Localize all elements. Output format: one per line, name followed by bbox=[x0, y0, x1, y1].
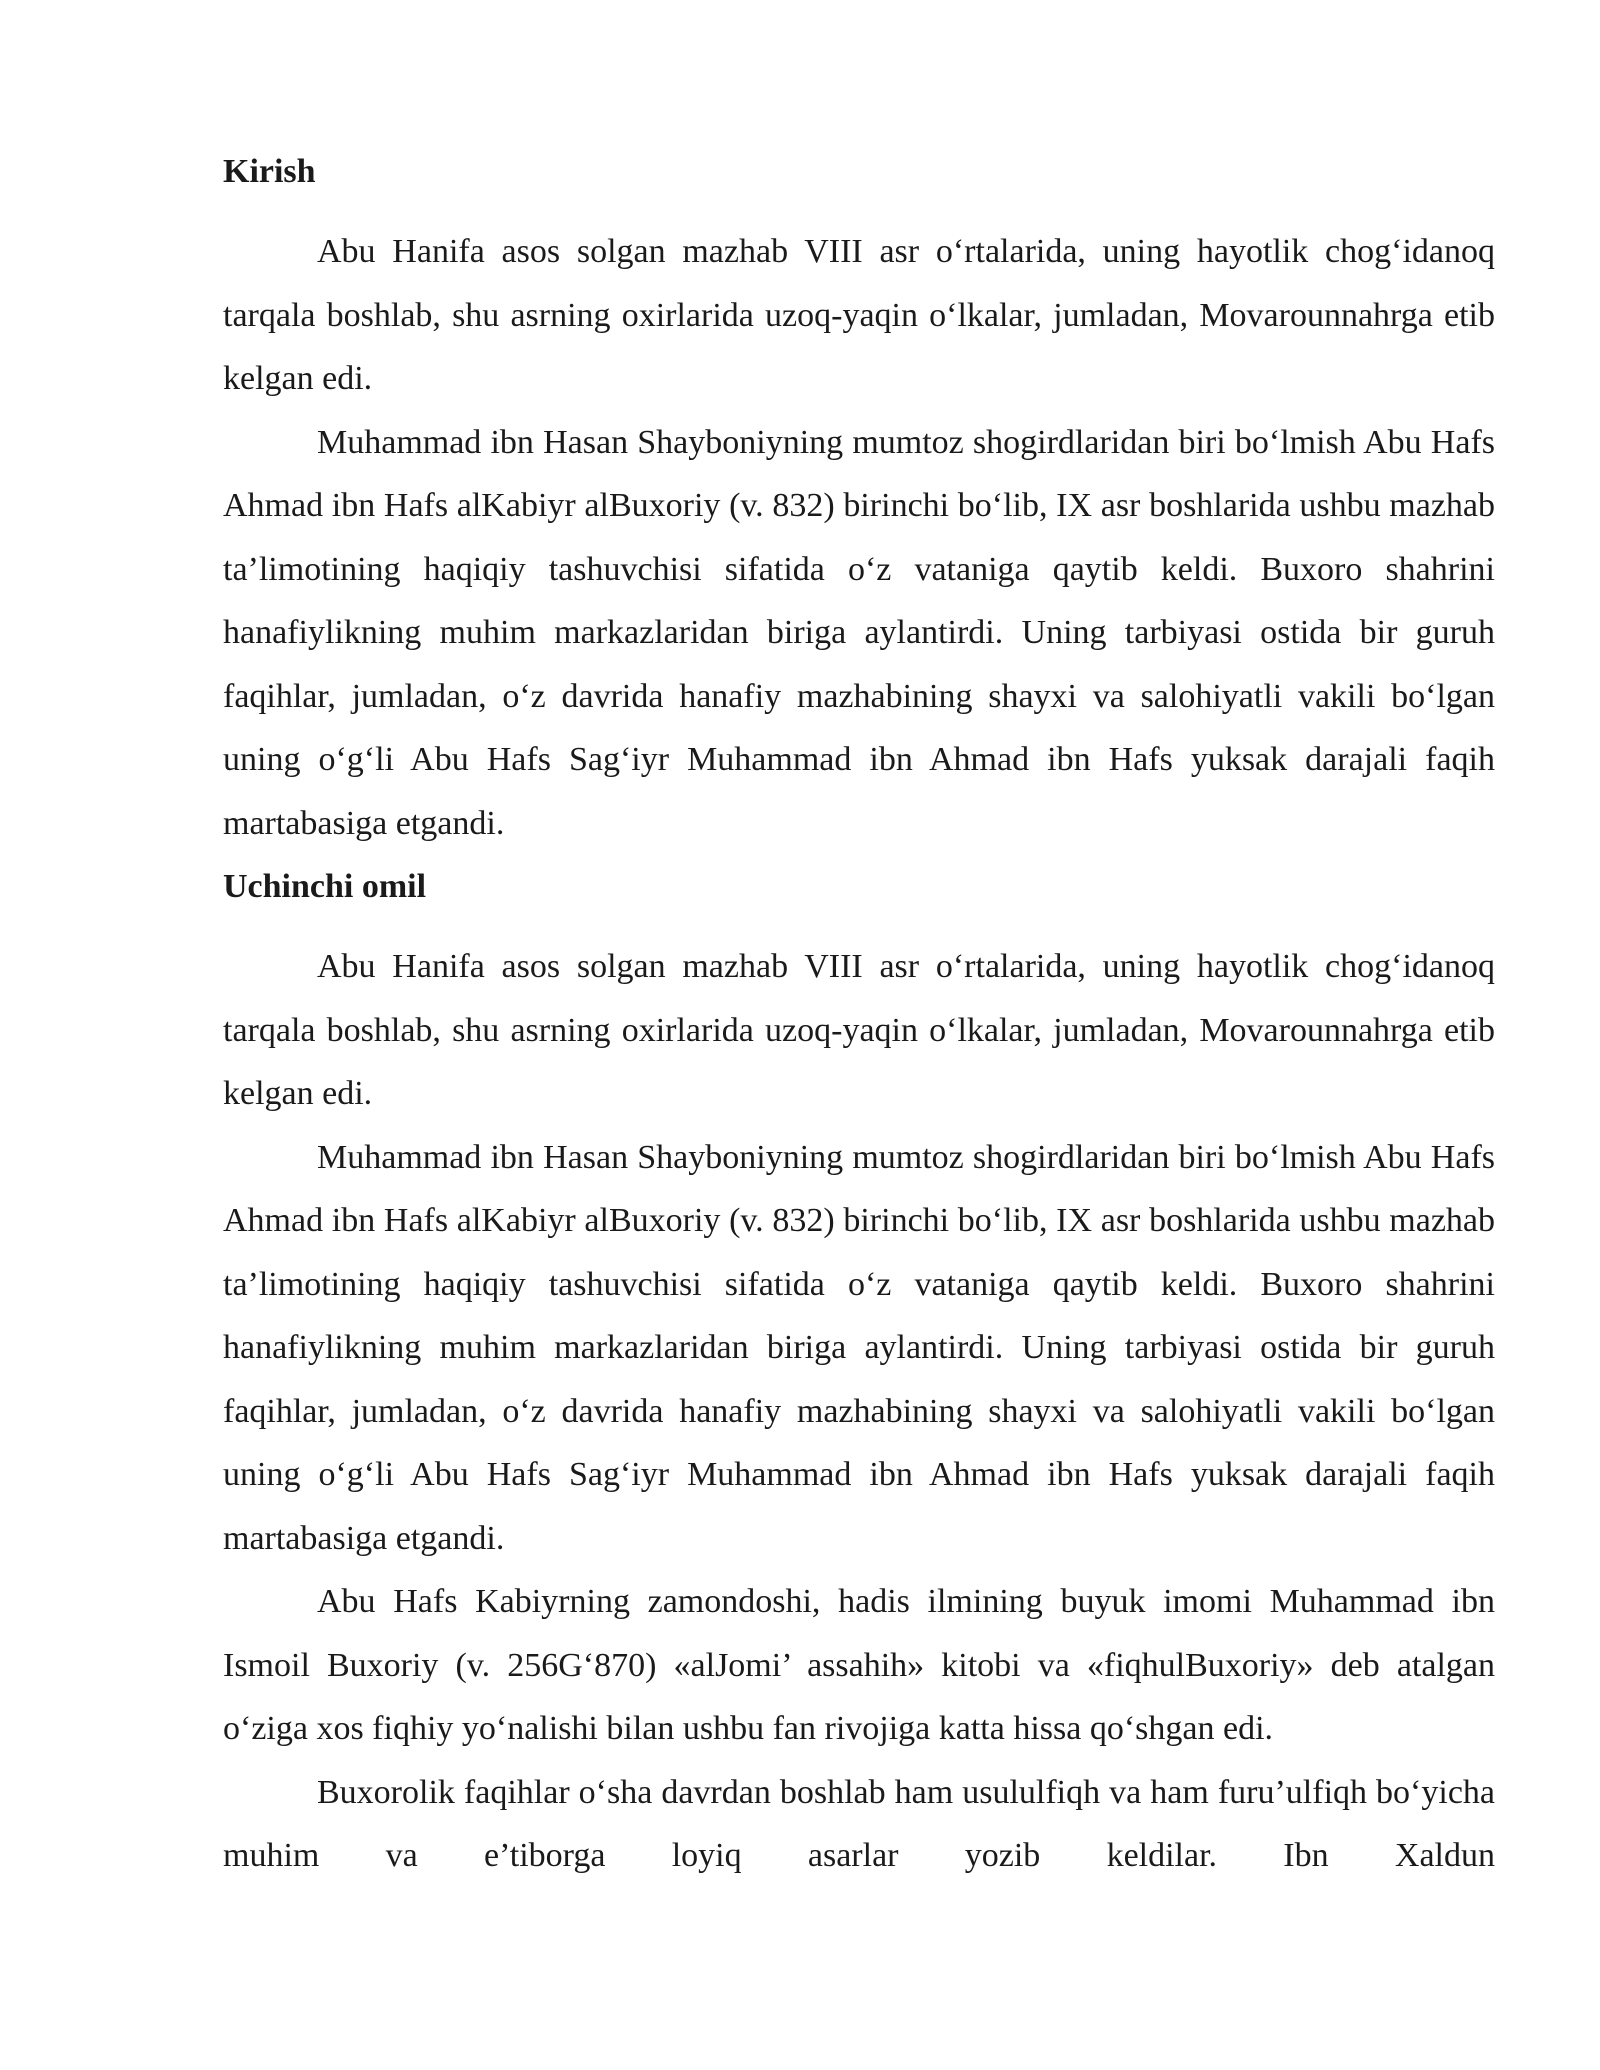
paragraph: Muhammad ibn Hasan Shayboniyning mumtoz shogirdlaridan biri bo‘lmish Abu Hafs Ahmad ibn Hafs alKabiyr alBuxoriy (v. 832) birinchi bo‘lib, IX asr boshlarida ushbu mazhab ta’limotining haqiqiy tashuvchisi sifatida o‘z vataniga qaytib keldi. Buxoro shahrini hanafiylikning muhim markazlaridan biriga aylantirdi. Uning tarbiyasi ostida bir guruh faqihlar, jumladan, o‘z davrida hanafiy mazhabining shayxi va salohiyatli vakili bo‘lgan uning o‘g‘li Abu Hafs Sag‘iyr Muhammad ibn Ahmad ibn Hafs yuksak darajali faqih martabasiga etgandi. bbox=[223, 1138, 1495, 1557]
section-heading-kirish: Kirish bbox=[223, 153, 316, 190]
paragraph: Muhammad ibn Hasan Shayboniyning mumtoz shogirdlaridan biri bo‘lmish Abu Hafs Ahmad ibn Hafs alKabiyr alBuxoriy (v. 832) birinchi bo‘lib, IX asr boshlarida ushbu mazhab ta’limotining haqiqiy tashuvchisi sifatida o‘z vataniga qaytib keldi. Buxoro shahrini hanafiylikning muhim markazlaridan biriga aylantirdi. Uning tarbiyasi ostida bir guruh faqihlar, jumladan, o‘z davrida hanafiy mazhabining shayxi va salohiyatli vakili bo‘lgan uning o‘g‘li Abu Hafs Sag‘iyr Muhammad ibn Ahmad ibn Hafs yuksak darajali faqih martabasiga etgandi. bbox=[223, 423, 1495, 842]
paragraph: Abu Hafs Kabiyrning zamondoshi, hadis ilmining buyuk imomi Muhammad ibn Ismoil Buxoriy (v. 256G‘870) «alJomi’ assahih» kitobi va «fiqhulBuxoriy» deb atalgan o‘ziga xos fiqhiy yo‘nalishi bilan ushbu fan rivojiga katta hissa qo‘shgan edi. bbox=[223, 1583, 1495, 1747]
paragraph: Abu Hanifa asos solgan mazhab VIII asr o‘rtalarida, uning hayotlik chog‘idanoq tarqala boshlab, shu asrning oxirlarida uzoq-yaqin o‘lkalar, jumladan, Movarounnahrga etib kelgan edi. bbox=[223, 233, 1495, 397]
document-page bbox=[223, 140, 1495, 1888]
paragraph: Abu Hanifa asos solgan mazhab VIII asr o‘rtalarida, uning hayotlik chog‘idanoq tarqala boshlab, shu asrning oxirlarida uzoq-yaqin o‘lkalar, jumladan, Movarounnahrga etib kelgan edi. bbox=[223, 948, 1495, 1112]
section-heading-uchinchi-omil: Uchinchi omil bbox=[223, 868, 427, 905]
paragraph: Buxorolik faqihlar o‘sha davrdan boshlab ham usululfiqh va ham furu’ulfiqh bo‘yicha muhim va e’tiborga loyiq asarlar yozib keldilar. Ibn Xaldun bbox=[223, 1773, 1495, 1874]
